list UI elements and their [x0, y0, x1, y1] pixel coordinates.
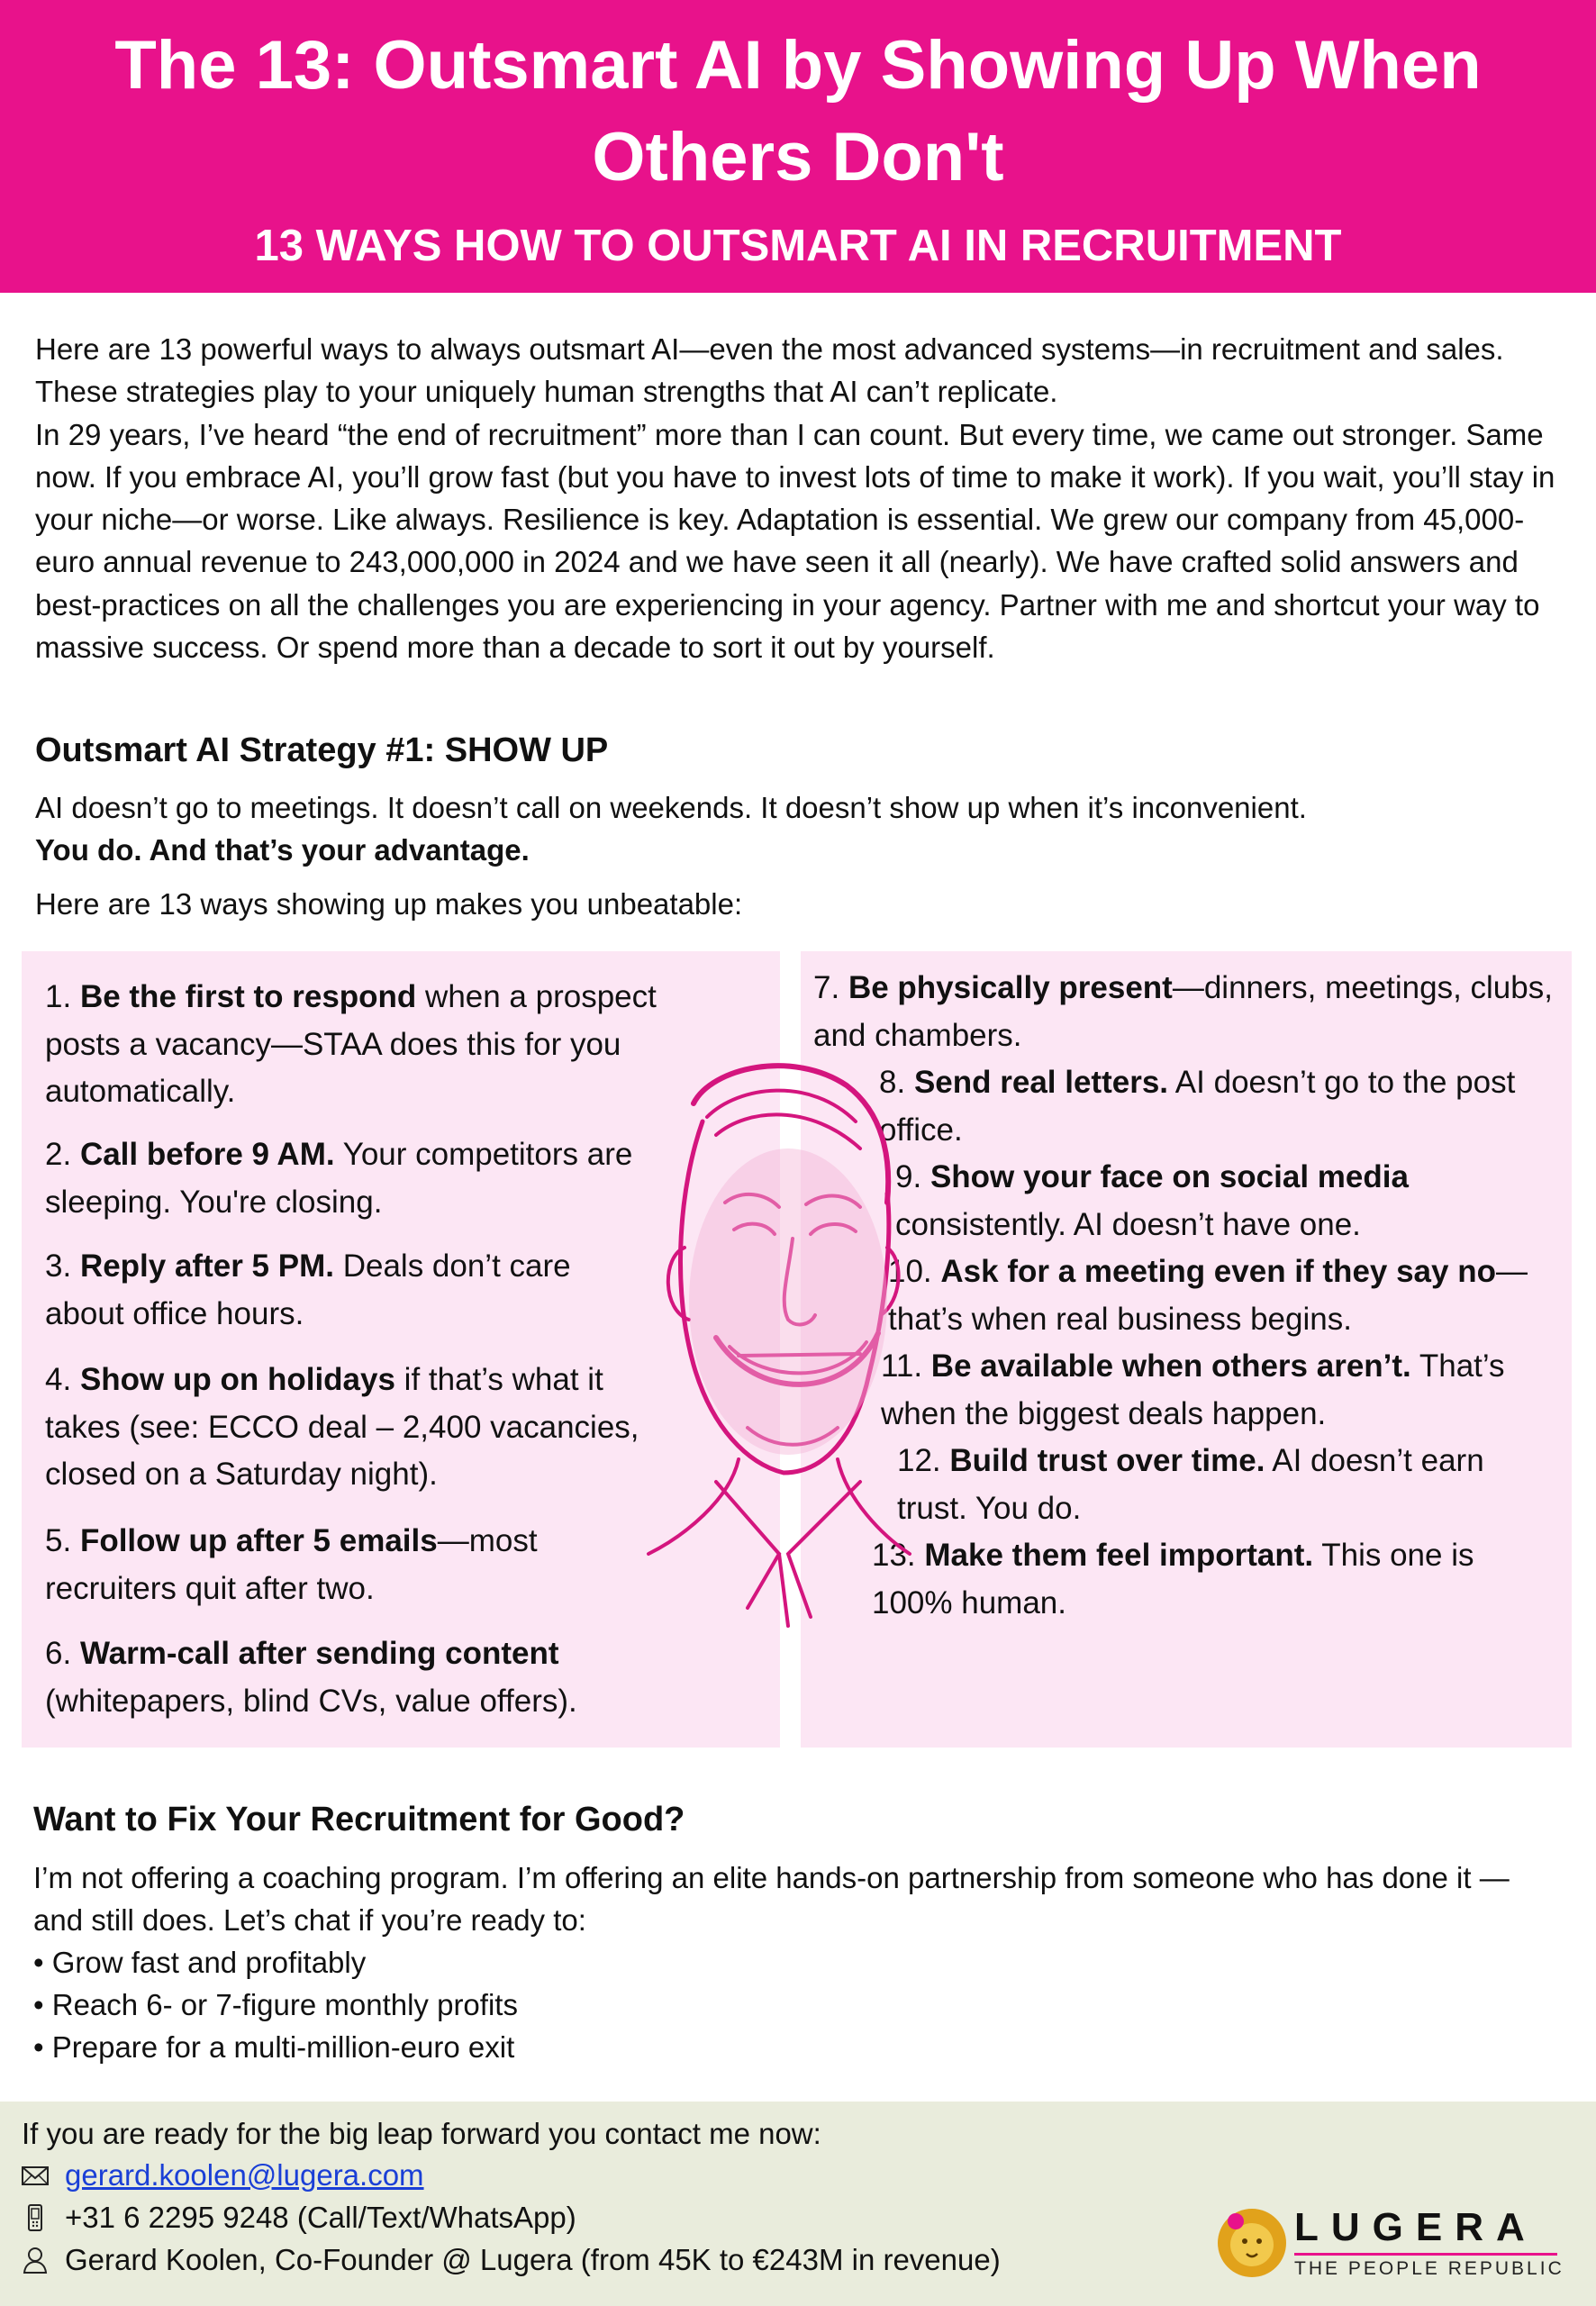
intro-text [35, 328, 1566, 668]
intro-paragraph-2: In 29 years, I’ve heard “the end of recruitment” more than I can count. But every time, we came out stronger. Same now. If you embrace AI, you’ll grow fast (but you have to invest lots of time to make it work). If you wait, you’ll stay in your niche—or worse. Like always. Resilience is key. Adaptation is essential. We grew our company from 45,000-euro annual revenue to 243,000,000 in 2024 and we have seen it all (nearly). We have crafted solid answers and best-practices on all the challenges you are experiencing in your agency. Partner with me and shortcut your way to massive success. Or spend more than a decade to sort it out by yourself. [35, 417, 1555, 665]
way-item-6: 6. Warm-call after sending content (whitepapers, blind CVs, value offers). [45, 1636, 577, 1719]
ways-intro: Here are 13 ways showing up makes you unbeatable: [35, 887, 743, 921]
strategy-line-2: You do. And that’s your advantage. [35, 833, 530, 867]
footer-lead: If you are ready for the big leap forward you contact me now: [22, 2117, 821, 2150]
way-item-11: 11. Be available when others aren’t. That’s when the biggest deals happen. [881, 1348, 1505, 1431]
way-item-5: 5. Follow up after 5 emails—most recruiters quit after two. [45, 1523, 538, 1606]
caricature-portrait [630, 1049, 928, 1635]
way-item-2: 2. Call before 9 AM. Your competitors are sleeping. You're closing. [45, 1137, 633, 1220]
logo-wordmark: LUGERA [1294, 2205, 1537, 2249]
email-link[interactable]: gerard.koolen@lugera.com [65, 2158, 424, 2192]
way-item-4: 4. Show up on holidays if that’s what it takes (see: ECCO deal – 2,400 vacancies, closed on a Saturday night). [45, 1362, 639, 1492]
cta-bullet-1: • Grow fast and profitably [33, 1941, 1564, 1984]
way-item-12: 12. Build trust over time. AI doesn’t earn trust. You do. [897, 1443, 1484, 1526]
contact-phone-row [20, 2196, 576, 2238]
way-item-3: 3. Reply after 5 PM. Deals don’t care about office hours. [45, 1248, 571, 1331]
envelope-icon [20, 2160, 50, 2191]
logo-tagline: THE PEOPLE REPUBLIC [1294, 2258, 1564, 2279]
phone-icon [20, 2202, 50, 2233]
way-item-13: 13. Make them feel important. This one is 100% human. [872, 1538, 1474, 1621]
header-banner [0, 0, 1596, 293]
page-title: The 13: Outsmart AI by Showing Up When Others Don't [114, 27, 1482, 195]
cta-text: I’m not offering a coaching program. I’m offering an elite hands-on partnership from someone who has done it — and still does. Let’s chat if you’re ready to: [33, 1861, 1510, 1937]
intro-paragraph-1: Here are 13 powerful ways to always outsmart AI—even the most advanced systems—in recruitment and sales. These strategies play to your uniquely human strengths that AI can’t replicate. [35, 332, 1504, 409]
way-item-10: 10. Ask for a meeting even if they say no—that’s when real business begins. [888, 1254, 1528, 1337]
strategy-text [35, 786, 1307, 871]
contact-person-row [20, 2238, 1001, 2281]
strategy-line-1: AI doesn’t go to meetings. It doesn’t call on weekends. It doesn’t show up when it’s inconvenient. [35, 791, 1307, 824]
person-name: Gerard Koolen, Co-Founder @ Lugera (from 45K to €243M in revenue) [65, 2243, 1001, 2276]
cta-bullet-3: • Prepare for a multi-million-euro exit [33, 2026, 1564, 2068]
way-item-8: 8. Send real letters. AI doesn’t go to the post office. [879, 1065, 1516, 1148]
page-subtitle: 13 WAYS HOW TO OUTSMART AI IN RECRUITMENT [254, 222, 1342, 270]
way-item-7: 7. Be physically present—dinners, meetings, clubs, and chambers. [813, 970, 1553, 1053]
cta-body [33, 1857, 1564, 2068]
logo-divider [1294, 2253, 1557, 2256]
way-item-9: 9. Show your face on social media consistently. AI doesn’t have one. [895, 1159, 1409, 1242]
cta-bullet-2: • Reach 6- or 7-figure monthly profits [33, 1984, 1564, 2026]
phone-number: +31 6 2295 9248 (Call/Text/WhatsApp) [65, 2201, 576, 2234]
strategy-title: Outsmart AI Strategy #1: SHOW UP [35, 731, 609, 769]
person-icon [20, 2245, 50, 2275]
contact-email-row [20, 2154, 424, 2196]
way-item-1: 1. Be the first to respond when a prospect posts a vacancy—STAA does this for you automatically. [45, 979, 657, 1109]
cta-title: Want to Fix Your Recruitment for Good? [33, 1801, 685, 1838]
cta-bullet-list [33, 1941, 1564, 2068]
lion-logo-icon [1214, 2198, 1290, 2288]
